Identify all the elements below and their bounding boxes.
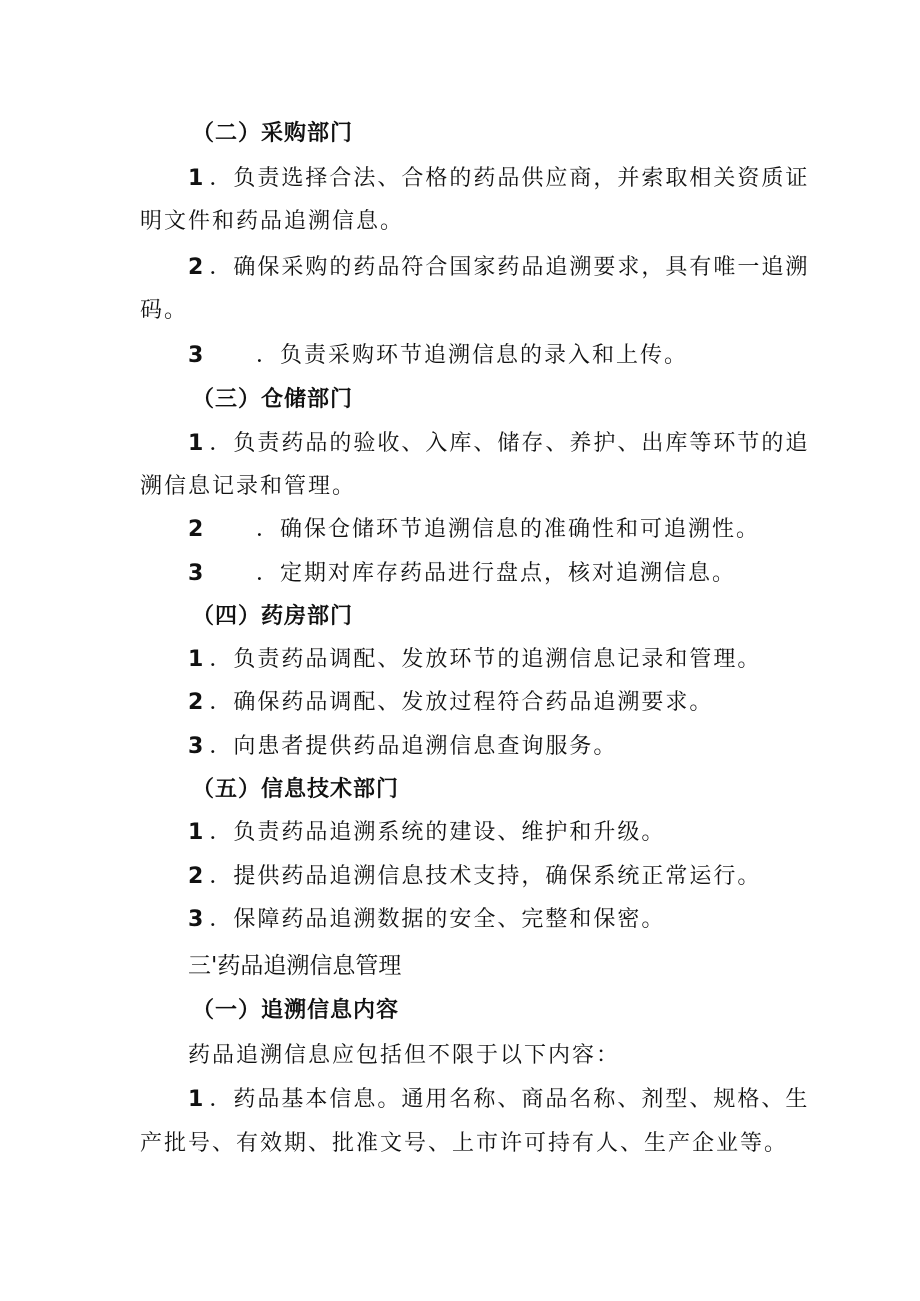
chapter-title: 三'药品追溯信息管理 [188,953,402,979]
item-number: 2 [188,690,204,715]
item-number: 3 [188,561,204,586]
item-number: 1 [188,431,204,456]
item-number: 2 [188,255,204,280]
chapter-subheading: （一）追溯信息内容 [192,998,400,1023]
list-item [188,818,665,848]
list-item [188,341,688,371]
section-heading-warehouse: （三）仓储部门 [192,387,354,412]
list-item [188,1085,809,1115]
item-number: 3 [188,907,204,932]
list-item [188,253,809,283]
item-text: ．负责药品的验收、入库、储存、养护、出库等环节的追 [209,431,810,456]
item-number: 1 [188,647,204,672]
item-continuation: 产批号、有效期、批准文号、上市许可持有人、生产企业等。 [140,1131,789,1156]
item-text: ．药品基本信息。通用名称、商品名称、剂型、规格、生 [209,1087,810,1112]
item-number: 2 [188,864,204,889]
item-continuation: 码。 [140,298,189,323]
item-number: 1 [188,1087,204,1112]
list-item [188,905,665,935]
section-heading-it: （五）信息技术部门 [192,777,400,802]
list-item [188,164,809,194]
chapter-intro: 药品追溯信息应包括但不限于以下内容： [188,1043,621,1068]
item-text: ．负责采购环节追溯信息的录入和上传。 [256,343,689,368]
item-number: 1 [188,820,204,845]
list-item [188,732,617,762]
item-text: ．提供药品追溯信息技术支持，确保系统正常运行。 [209,864,762,889]
item-text: ．向患者提供药品追溯信息查询服务。 [209,734,618,759]
list-item [188,559,736,589]
item-text: ．负责选择合法、合格的药品供应商，并索取相关资质证 [209,166,810,191]
item-text: ．负责药品追溯系统的建设、维护和升级。 [209,820,666,845]
section-heading-purchasing: （二）采购部门 [192,121,354,146]
list-item [188,515,760,545]
item-number: 1 [188,166,204,191]
item-text: ．负责药品调配、发放环节的追溯信息记录和管理。 [209,647,762,672]
item-text: ．确保药品调配、发放过程符合药品追溯要求。 [209,690,714,715]
item-text: ．确保仓储环节追溯信息的准确性和可追溯性。 [256,517,761,542]
list-item [188,688,713,718]
item-text: ．保障药品追溯数据的安全、完整和保密。 [209,907,666,932]
list-item [188,645,761,675]
item-text: ．确保采购的药品符合国家药品追溯要求，具有唯一追溯 [209,255,810,280]
list-item [188,429,809,459]
item-number: 3 [188,343,204,368]
section-heading-pharmacy: （四）药房部门 [192,604,354,629]
item-continuation: 明文件和药品追溯信息。 [140,209,405,234]
item-continuation: 溯信息记录和管理。 [140,474,357,499]
item-number: 3 [188,734,204,759]
item-text: ．定期对库存药品进行盘点，核对追溯信息。 [256,561,737,586]
list-item [188,862,761,892]
item-number: 2 [188,517,204,542]
